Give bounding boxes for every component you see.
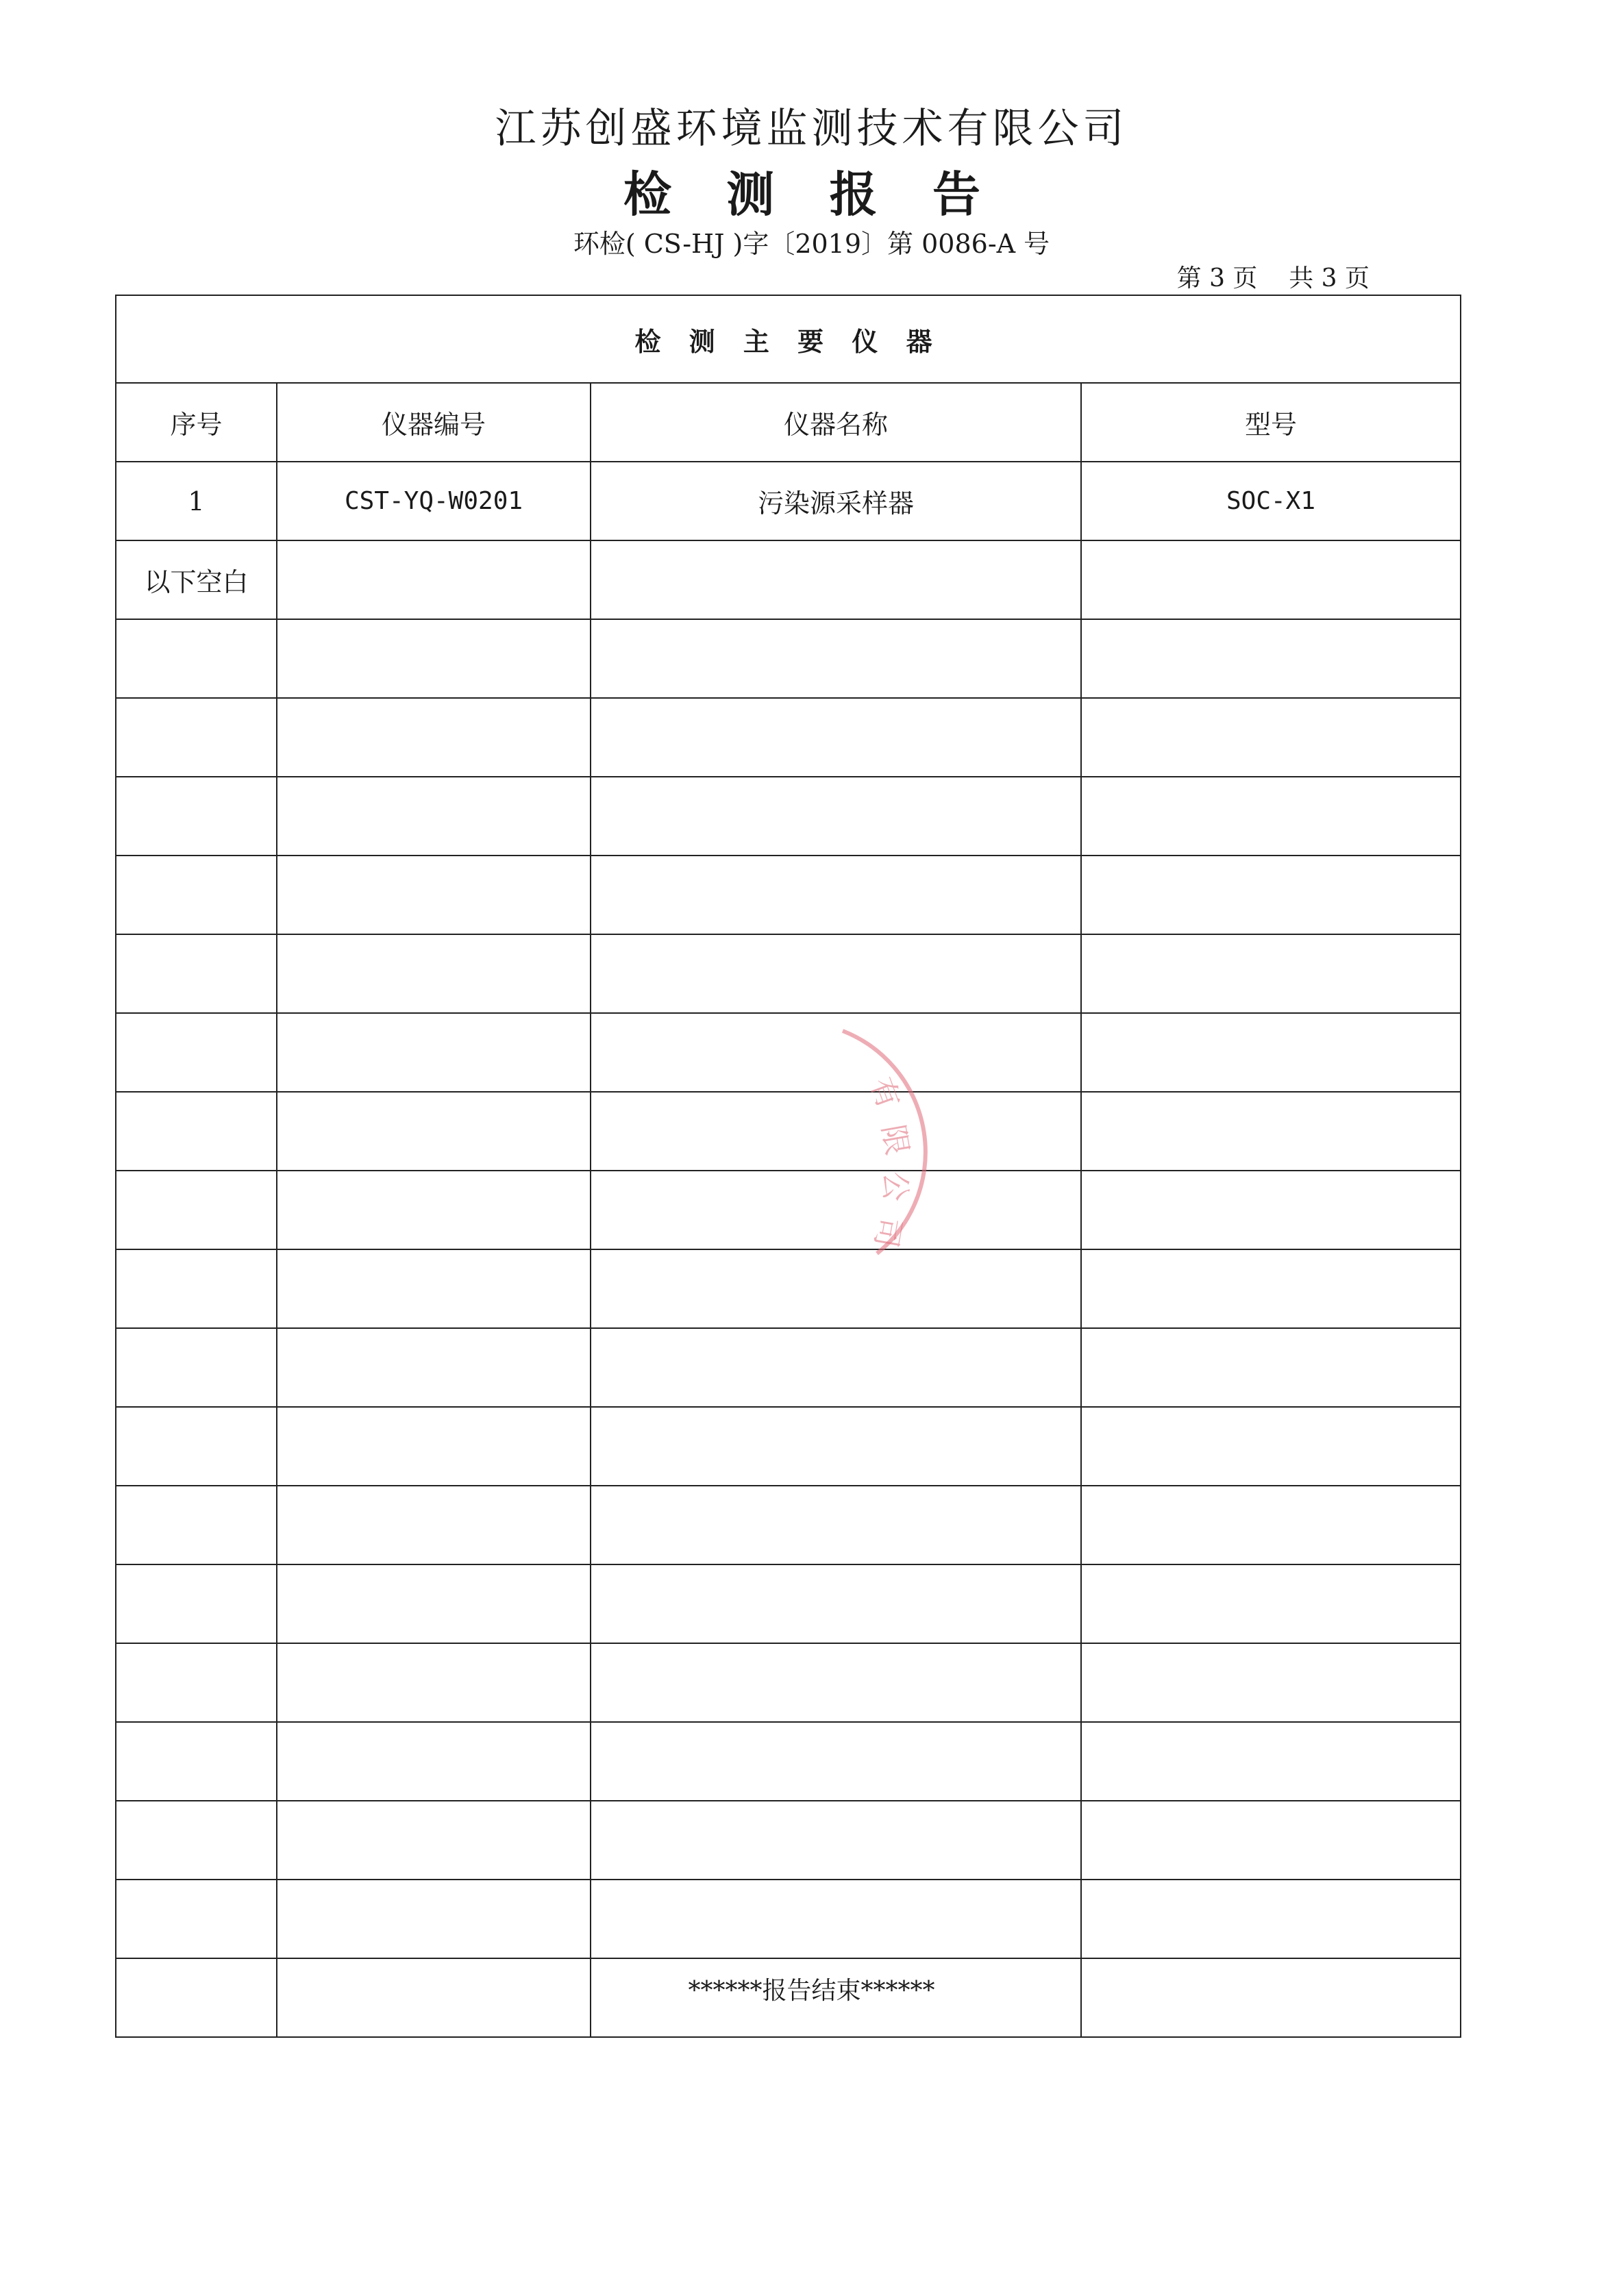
cell-model — [1081, 619, 1461, 698]
table-row — [116, 1880, 1461, 1958]
instrument-table — [115, 295, 1461, 2038]
table-row — [116, 1801, 1461, 1880]
table-row — [116, 1722, 1461, 1801]
column-header-index: 序号 — [116, 383, 277, 462]
cell-model — [1081, 1249, 1461, 1328]
cell-instrument-id — [277, 1801, 591, 1880]
cell-instrument-id: CST-YQ-W0201 — [277, 462, 591, 540]
cell-index — [116, 1092, 277, 1171]
cell-instrument-name — [591, 1643, 1081, 1722]
cell-model — [1081, 1486, 1461, 1564]
table-title: 检 测 主 要 仪 器 — [116, 295, 1461, 383]
svg-text:司: 司 — [867, 1214, 908, 1251]
cell-model — [1081, 1722, 1461, 1801]
cell-instrument-id — [277, 1643, 591, 1722]
cell-index — [116, 1407, 277, 1486]
cell-index — [116, 1013, 277, 1092]
cell-instrument-name — [591, 1171, 1081, 1249]
cell-model — [1081, 1171, 1461, 1249]
table-row — [116, 934, 1461, 1013]
cell-instrument-name — [591, 698, 1081, 777]
cell-model — [1081, 934, 1461, 1013]
table-row — [116, 1171, 1461, 1249]
cell-index — [116, 934, 277, 1013]
svg-text:限: 限 — [875, 1122, 915, 1158]
cell-index — [116, 619, 277, 698]
cell-index — [116, 1171, 277, 1249]
cell-instrument-name — [591, 1564, 1081, 1643]
cell-model — [1081, 1328, 1461, 1407]
table-row — [116, 1013, 1461, 1092]
table-row — [116, 1092, 1461, 1171]
cell-index — [116, 1880, 277, 1958]
svg-text:公: 公 — [878, 1171, 913, 1201]
cell-instrument-name — [591, 1801, 1081, 1880]
table-row — [116, 1407, 1461, 1486]
cell-index — [116, 1801, 277, 1880]
cell-model — [1081, 1092, 1461, 1171]
cell-index: 1 — [116, 462, 277, 540]
cell-index — [116, 1486, 277, 1564]
cell-instrument-id — [277, 934, 591, 1013]
cell-instrument-id — [277, 698, 591, 777]
cell-index — [116, 698, 277, 777]
table-row — [116, 777, 1461, 856]
cell-instrument-name — [591, 540, 1081, 619]
cell-index — [116, 1722, 277, 1801]
table-row — [116, 540, 1461, 619]
cell-instrument-name: 污染源采样器 — [591, 462, 1081, 540]
cell-index — [116, 1328, 277, 1407]
table-row — [116, 1564, 1461, 1643]
cell-instrument-id — [277, 1328, 591, 1407]
cell-instrument-name — [591, 1722, 1081, 1801]
cell-model — [1081, 856, 1461, 934]
page-indicator: 第 3 页 共 3 页 — [1176, 264, 1370, 292]
cell-index — [116, 1643, 277, 1722]
cell-instrument-name — [591, 1249, 1081, 1328]
cell-instrument-id — [277, 1171, 591, 1249]
cell-instrument-name — [591, 1013, 1081, 1092]
table-row — [116, 1486, 1461, 1564]
report-end-mark: ******报告结束****** — [688, 1977, 935, 2005]
cell-instrument-name — [591, 1880, 1081, 1958]
table-row — [116, 1249, 1461, 1328]
table-row — [116, 698, 1461, 777]
table-row — [116, 1328, 1461, 1407]
cell-model — [1081, 1407, 1461, 1486]
cell-instrument-name — [591, 777, 1081, 856]
svg-text:有: 有 — [863, 1073, 906, 1114]
cell-model — [1081, 1013, 1461, 1092]
cell-instrument-id — [277, 1249, 591, 1328]
cell-instrument-id — [277, 619, 591, 698]
cell-instrument-id — [277, 1092, 591, 1171]
cell-index — [116, 777, 277, 856]
table-row — [116, 462, 1461, 540]
cell-index — [116, 1564, 277, 1643]
cell-instrument-id — [277, 1486, 591, 1564]
cell-model: SOC-X1 — [1081, 462, 1461, 540]
cell-index — [116, 856, 277, 934]
cell-instrument-name — [591, 1486, 1081, 1564]
cell-instrument-id — [277, 777, 591, 856]
cell-instrument-name — [591, 856, 1081, 934]
column-header-model: 型号 — [1081, 383, 1461, 462]
cell-instrument-name — [591, 1328, 1081, 1407]
cell-model — [1081, 540, 1461, 619]
cell-model — [1081, 1564, 1461, 1643]
report-title: 检 测 报 告 — [623, 166, 1000, 223]
cell-model — [1081, 1801, 1461, 1880]
column-header-instrument-id: 仪器编号 — [277, 383, 591, 462]
column-header-instrument-name: 仪器名称 — [591, 383, 1081, 462]
cell-index — [116, 1249, 277, 1328]
table-row — [116, 856, 1461, 934]
cell-instrument-id — [277, 1880, 591, 1958]
cell-instrument-id — [277, 1013, 591, 1092]
cell-instrument-name — [591, 934, 1081, 1013]
cell-instrument-name — [591, 1407, 1081, 1486]
cell-model — [1081, 1880, 1461, 1958]
cell-instrument-name — [591, 619, 1081, 698]
cell-instrument-name — [591, 1092, 1081, 1171]
cell-instrument-id — [277, 1564, 591, 1643]
cell-model — [1081, 698, 1461, 777]
cell-instrument-id — [277, 856, 591, 934]
table-row — [116, 619, 1461, 698]
cell-instrument-id — [277, 540, 591, 619]
cell-instrument-id — [277, 1722, 591, 1801]
cell-model — [1081, 777, 1461, 856]
table-header-row — [116, 383, 1461, 462]
table-title-row — [116, 295, 1461, 383]
cell-model — [1081, 1643, 1461, 1722]
cell-index: 以下空白 — [116, 540, 277, 619]
company-name: 江苏创盛环境监测技术有限公司 — [495, 105, 1128, 153]
report-number: 环检( CS-HJ )字〔2019〕第 0086-A 号 — [573, 229, 1050, 259]
table-row — [116, 1643, 1461, 1722]
cell-instrument-id — [277, 1407, 591, 1486]
